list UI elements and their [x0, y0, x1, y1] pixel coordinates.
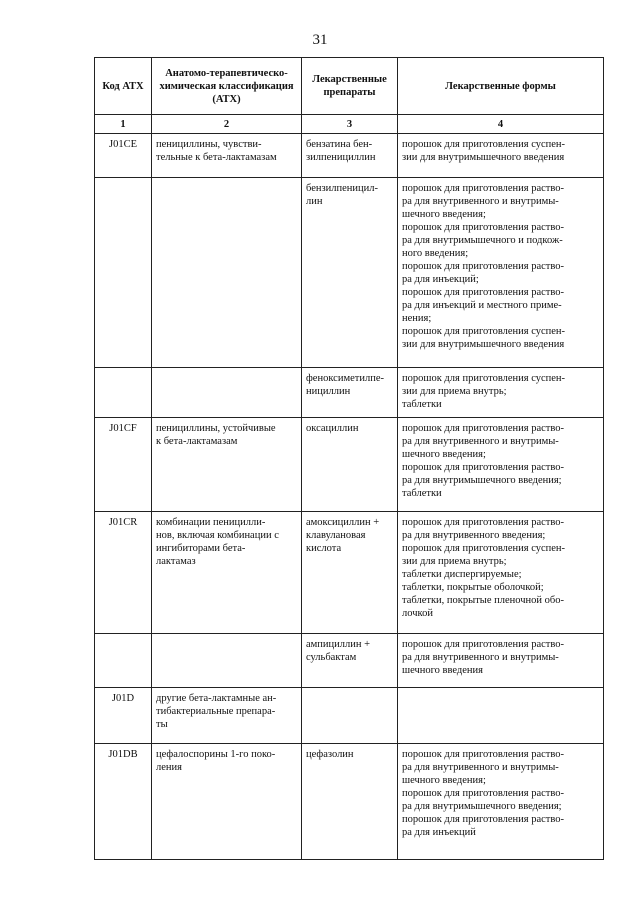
dosage-forms-line: таблетки	[402, 488, 442, 499]
dosage-forms-line: порошок для приготовления раство-	[402, 462, 565, 473]
dosage-forms-line: ра для внутривенного и внутримы-	[402, 762, 559, 773]
drug-name	[302, 418, 398, 512]
atx-classification	[152, 134, 302, 178]
dosage-forms-line: ра для инъекций;	[402, 274, 479, 285]
drug-name-line: оксациллин	[306, 423, 359, 434]
drug-name	[302, 368, 398, 418]
dosage-forms-line: зии для внутримышечного введения	[402, 339, 565, 350]
dosage-forms-line: ра для внутривенного и внутримы-	[402, 436, 559, 447]
dosage-forms-line: ного введения;	[402, 248, 469, 259]
table-row	[95, 134, 604, 178]
dosage-forms-line: порошок для приготовления раство-	[402, 423, 565, 434]
drug-name-line: зилпенициллин	[306, 152, 376, 163]
drug-name-line: нициллин	[306, 386, 351, 397]
dosage-forms-line: ра для внутривенного и внутримы-	[402, 652, 559, 663]
dosage-forms	[398, 134, 604, 178]
dosage-forms	[398, 688, 604, 744]
dosage-forms-line: шечного введения;	[402, 449, 486, 460]
atx-classification-line: пенициллины, чувстви-	[156, 139, 262, 150]
dosage-forms-line: порошок для приготовления суспен-	[402, 139, 566, 150]
page-number: 31	[312, 32, 328, 48]
dosage-forms-line: зии для приема внутрь;	[402, 556, 507, 567]
dosage-forms-line: порошок для приготовления раство-	[402, 222, 565, 233]
dosage-forms-line: порошок для приготовления раство-	[402, 517, 565, 528]
table-row	[95, 744, 604, 860]
atx-drug-table	[94, 57, 604, 860]
dosage-forms	[398, 178, 604, 368]
header-code: Код АТХ	[95, 58, 152, 115]
drug-name-line: лин	[306, 196, 323, 207]
atx-classification-line: цефалоспорины 1-го поко-	[156, 749, 276, 760]
atx-classification-line: лактамаз	[156, 556, 196, 567]
table-header-row	[95, 58, 604, 115]
drug-name-line: ампициллин +	[306, 639, 371, 650]
drug-name	[302, 744, 398, 860]
atx-classification-line: пенициллины, устойчивые	[156, 423, 276, 434]
drug-name-line: цефазолин	[306, 749, 354, 760]
dosage-forms-line: нения;	[402, 313, 432, 324]
drug-name-line: бензатина бен-	[306, 139, 373, 150]
header-forms: Лекарственные формы	[398, 58, 604, 115]
atx-code: J01CE	[95, 134, 152, 178]
atx-code: J01CF	[95, 418, 152, 512]
dosage-forms-line: ра для внутривенного введения;	[402, 530, 546, 541]
table-row	[95, 512, 604, 634]
atx-classification	[152, 744, 302, 860]
dosage-forms-line: таблетки	[402, 399, 442, 410]
dosage-forms-line: порошок для приготовления суспен-	[402, 373, 566, 384]
drug-name-line: бензилпеницил-	[306, 183, 378, 194]
table-row	[95, 178, 604, 368]
atx-code	[95, 368, 152, 418]
dosage-forms-line: лочкой	[402, 608, 433, 619]
drug-name-line: кислота	[306, 543, 342, 554]
dosage-forms-line: порошок для приготовления раство-	[402, 749, 565, 760]
atx-classification	[152, 368, 302, 418]
dosage-forms-line: порошок для приготовления раство-	[402, 261, 565, 272]
drug-name	[302, 178, 398, 368]
atx-classification-line: комбинации пеницилли-	[156, 517, 266, 528]
dosage-forms-line: таблетки, покрытые оболочкой;	[402, 582, 544, 593]
header-drugs: Лекарственные препараты	[302, 58, 398, 115]
atx-code: J01CR	[95, 512, 152, 634]
atx-code: J01DB	[95, 744, 152, 860]
dosage-forms	[398, 744, 604, 860]
table-row	[95, 418, 604, 512]
dosage-forms-line: ра для внутримышечного введения;	[402, 475, 562, 486]
column-number: 2	[152, 115, 302, 134]
dosage-forms-line: порошок для приготовления раство-	[402, 814, 565, 825]
dosage-forms	[398, 418, 604, 512]
atx-classification-line: нов, включая комбинации с	[156, 530, 279, 541]
atx-classification-line: ты	[156, 719, 168, 730]
dosage-forms	[398, 634, 604, 688]
atx-classification	[152, 178, 302, 368]
dosage-forms-line: ра для внутривенного и внутримы-	[402, 196, 559, 207]
drug-name	[302, 688, 398, 744]
atx-classification-line: тибактериальные препара-	[156, 706, 276, 717]
drug-name-line: амоксициллин +	[306, 517, 380, 528]
atx-classification-line: ления	[156, 762, 182, 773]
dosage-forms-line: порошок для приготовления раство-	[402, 183, 565, 194]
table-row	[95, 634, 604, 688]
dosage-forms-line: ра для инъекций	[402, 827, 476, 838]
dosage-forms-line: порошок для приготовления раство-	[402, 639, 565, 650]
dosage-forms-line: ра для внутримышечного и подкож-	[402, 235, 563, 246]
dosage-forms-line: шечного введения;	[402, 775, 486, 786]
dosage-forms-line: порошок для приготовления суспен-	[402, 326, 566, 337]
column-number: 3	[302, 115, 398, 134]
dosage-forms-line: шечного введения	[402, 665, 484, 676]
atx-classification	[152, 512, 302, 634]
atx-classification-line: другие бета-лактамные ан-	[156, 693, 277, 704]
dosage-forms-line: порошок для приготовления раство-	[402, 788, 565, 799]
drug-name	[302, 134, 398, 178]
atx-code	[95, 178, 152, 368]
column-number: 4	[398, 115, 604, 134]
dosage-forms-line: порошок для приготовления раство-	[402, 287, 565, 298]
drug-name	[302, 634, 398, 688]
dosage-forms-line: шечного введения;	[402, 209, 486, 220]
dosage-forms-line: порошок для приготовления суспен-	[402, 543, 566, 554]
header-classification: Анатомо-терапевтическо- химическая классификация (АТХ)	[152, 58, 302, 115]
atx-classification	[152, 634, 302, 688]
dosage-forms-line: ра для инъекций и местного приме-	[402, 300, 562, 311]
atx-classification-line: к бета-лактамазам	[156, 436, 238, 447]
column-number: 1	[95, 115, 152, 134]
column-number-row	[95, 115, 604, 134]
dosage-forms	[398, 512, 604, 634]
dosage-forms-line: зии для приема внутрь;	[402, 386, 507, 397]
atx-classification	[152, 688, 302, 744]
dosage-forms-line: таблетки диспергируемые;	[402, 569, 522, 580]
dosage-forms	[398, 368, 604, 418]
atx-code: J01D	[95, 688, 152, 744]
dosage-forms-line: таблетки, покрытые пленочной обо-	[402, 595, 564, 606]
drug-name	[302, 512, 398, 634]
dosage-forms-line: ра для внутримышечного введения;	[402, 801, 562, 812]
atx-code	[95, 634, 152, 688]
table-row	[95, 688, 604, 744]
table-row	[95, 368, 604, 418]
dosage-forms-line: зии для внутримышечного введения	[402, 152, 565, 163]
drug-name-line: феноксиметилпе-	[306, 373, 384, 384]
atx-classification	[152, 418, 302, 512]
drug-name-line: клавулановая	[306, 530, 366, 541]
atx-classification-line: тельные к бета-лактамазам	[156, 152, 277, 163]
drug-name-line: сульбактам	[306, 652, 357, 663]
atx-classification-line: ингибиторами бета-	[156, 543, 246, 554]
